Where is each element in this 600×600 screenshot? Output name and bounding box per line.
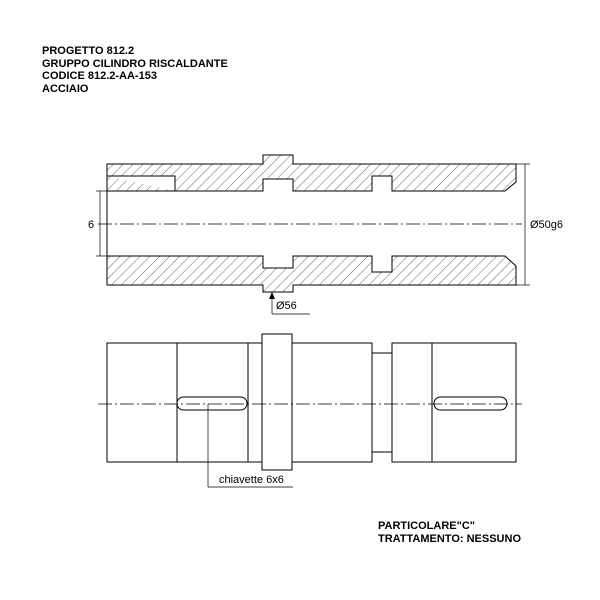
groove xyxy=(372,353,392,452)
key-callout-text: chiavette 6x6 xyxy=(219,474,284,486)
exterior-view xyxy=(98,334,522,487)
outer-diameter-text: Ø50g6 xyxy=(530,219,564,231)
right-shaft-body xyxy=(392,343,516,462)
group-label: GRUPPO CILINDRO RISCALDANTE xyxy=(42,57,228,70)
collar-diameter-text: Ø56 xyxy=(276,300,297,312)
detail-label: PARTICOLARE"C" xyxy=(378,520,476,532)
footer-block xyxy=(378,520,521,546)
collar-arrow xyxy=(269,292,275,299)
material-label: ACCIAIO xyxy=(42,82,89,95)
bore-dimension-text: 6 xyxy=(88,219,95,231)
section-bottom-wall xyxy=(107,256,516,292)
treatment-label: TRATTAMENTO: NESSUNO xyxy=(378,533,521,545)
collar xyxy=(262,334,292,470)
middle-shaft xyxy=(292,343,372,462)
code-label: CODICE 812.2-AA-153 xyxy=(42,70,157,82)
right-keyway xyxy=(434,397,507,410)
section-view xyxy=(88,155,563,314)
section-top-wall xyxy=(107,155,516,191)
left-keyway xyxy=(177,397,247,410)
project-label: PROGETTO 812.2 xyxy=(42,45,135,57)
left-shaft-body xyxy=(107,343,262,462)
